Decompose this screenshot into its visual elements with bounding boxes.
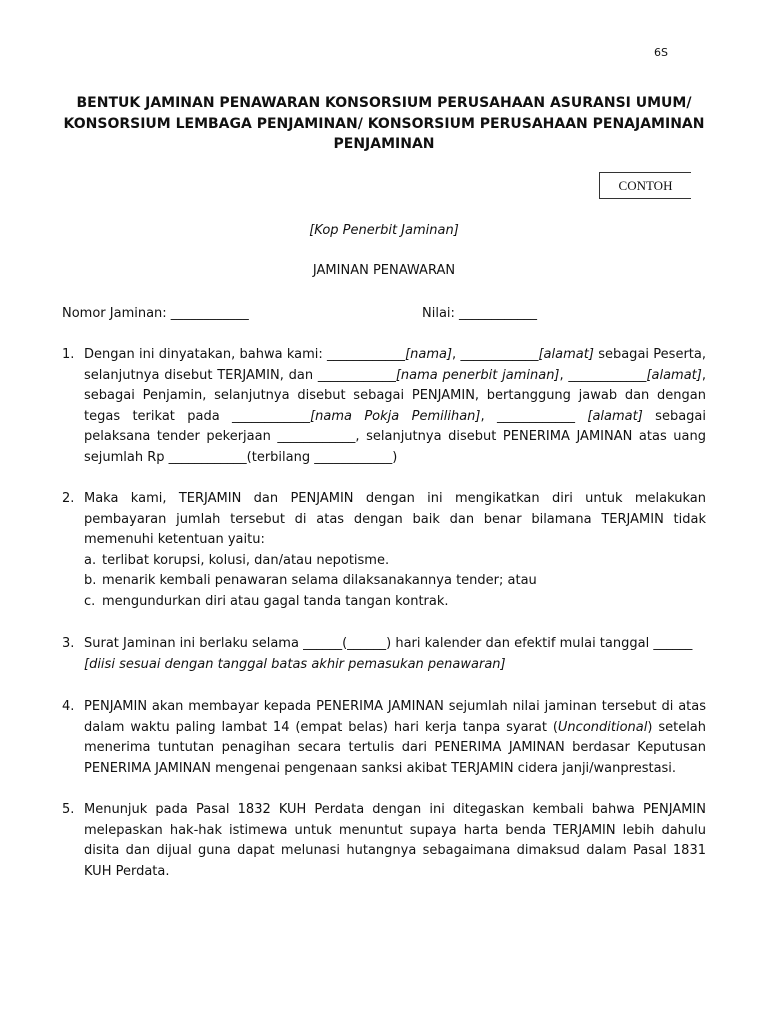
note-text: [diisi sesuai dengan tanggal batas akhir pemasukan penawaran] [84,656,506,672]
item-body [84,345,706,469]
item-text: , ____________ [452,347,539,362]
item-number: 4. [62,699,75,714]
item-body [84,697,706,779]
unconditional-term: Unconditional [557,719,648,735]
item-text: sebagai pelaksana tender pekerjaan ____________, selanjutnya disebut PENERIMA JAMINAN atas uang sejumlah Rp ____________(terbilang ____________) [84,408,706,465]
item-text: , ____________ [559,367,647,383]
item-text: Maka kami, TERJAMIN dan PENJAMIN dengan ini mengikatkan diri untuk melakukan pembayaran jumlah tersebut di atas dengan baik dan benar bilamana TERJAMIN tidak memenuhi ketentuan yaitu: [84,491,706,548]
placeholder-nama-penerbit: [nama penerbit jaminan] [395,367,560,383]
sub-text: mengundurkan diri atau gagal tanda tangan kontrak. [102,593,449,609]
nilai-field: Nilai: ____________ [422,306,538,321]
sub-item-a [84,551,706,572]
item-text: sebagai Peserta, selanjutnya disebut TERJAMIN, dan ____________ [84,347,706,383]
sub-text: terlibat korupsi, kolusi, dan/atau nepotisme. [102,552,390,568]
sub-item-c [84,592,706,613]
item-body [84,489,706,613]
list-item-3 [62,634,706,675]
placeholder-alamat: [alamat] [538,347,594,362]
sub-letter: b. [84,573,97,589]
list-item-4 [62,697,706,779]
item-text: ) setelah menerima tuntutan penagihan secara tertulis dari PENERIMA JAMINAN berdasar Keputusan PENERIMA JAMINAN mengenai pengenaan sanksi akibat TERJAMIN cidera janji/wanprestasi. [84,719,707,776]
contoh-box [599,172,691,199]
list-item-2 [62,489,706,613]
section-heading: JAMINAN PENAWARAN [312,263,456,278]
item-note [84,655,706,676]
contoh-label: CONTOH [618,177,673,193]
kop-placeholder: [Kop Penerbit Jaminan] [309,223,459,238]
document-title: BENTUK JAMINAN PENAWARAN KONSORSIUM PERUSAHAAN ASURANSI UMUM/ KONSORSIUM LEMBAGA PENJAMINAN/ KONSORSIUM PERUSAHAAN PENAJAMINAN PENJAMINAN [63,95,705,152]
item-number: 2. [62,491,75,506]
item-text: Surat Jaminan ini berlaku selama ______(______) hari kalender dan efektif mulai tanggal ______ [84,636,693,651]
placeholder-alamat: [alamat] [646,367,702,383]
sub-item-b [84,571,706,592]
item-text: PENJAMIN akan membayar kepada PENERIMA JAMINAN sejumlah nilai jaminan tersebut di atas dalam waktu paling lambat 14 (empat belas) hari kerja tanpa syarat ( [84,699,706,735]
placeholder-alamat: [alamat] [587,408,643,424]
nomor-jaminan-field: Nomor Jaminan: ____________ [62,306,249,321]
item-body [84,634,706,675]
placeholder-nama-pokja: [nama Pokja Pemilihan] [310,408,481,424]
placeholder-nama: [nama] [405,347,453,362]
item-number: 1. [62,347,75,362]
list-item-1 [62,345,706,469]
item-text: , ____________ [480,408,588,424]
item-text: Dengan ini dinyatakan, bahwa kami: ____________ [84,347,406,362]
item-body: Menunjuk pada Pasal 1832 KUH Perdata dengan ini ditegaskan kembali bahwa PENJAMIN melepaskan hak-hak istimewa untuk menuntut supaya harta benda TERJAMIN lebih dahulu disita dan dijual guna dapat melunasi hutangnya sebagaimana dimaksud dalam Pasal 1831 KUH Perdata. [84,802,706,879]
sub-letter: a. [84,552,97,568]
page-number: 6S [654,46,668,59]
sub-text: menarik kembali penawaran selama dilaksanakannya tender; atau [102,573,537,589]
list-item-5 [62,800,706,882]
item-number: 3. [62,636,75,651]
item-number: 5. [62,802,75,817]
item-text: , sebagai Penjamin, selanjutnya disebut sebagai PENJAMIN, bertanggung jawab dan dengan tegas terikat pada ____________ [84,367,706,424]
sub-letter: c. [84,593,96,609]
